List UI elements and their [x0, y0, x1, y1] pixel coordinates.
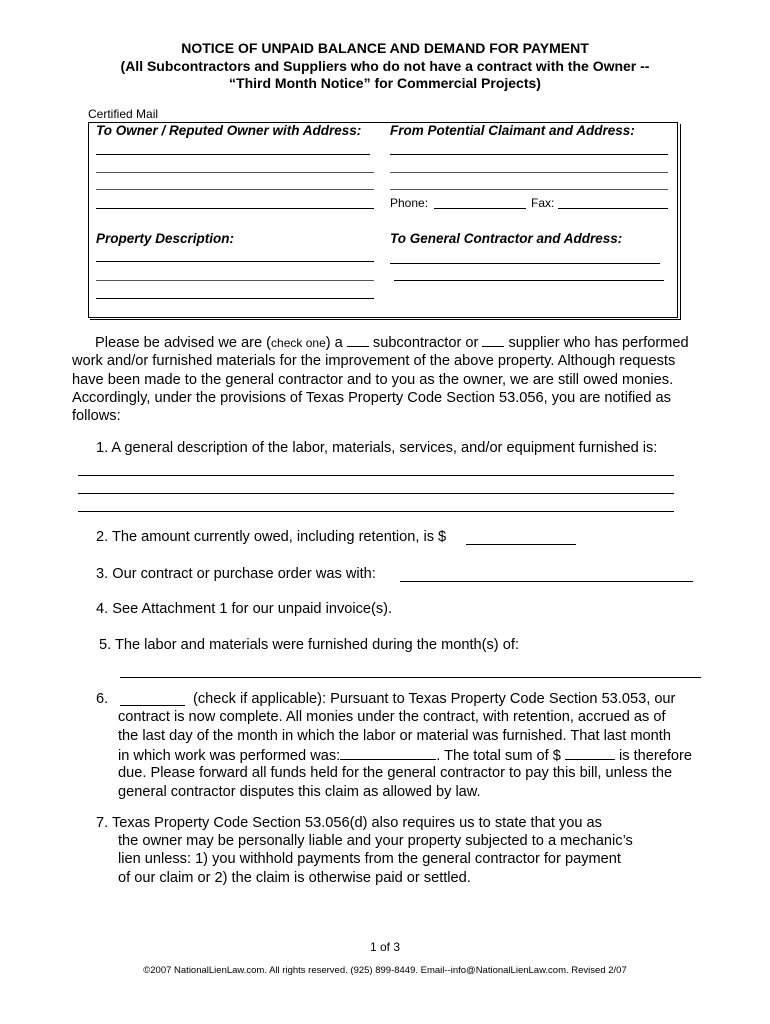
subtitle-line-1: (All Subcontractors and Suppliers who do not have a contract with the Owner --	[120, 58, 650, 74]
owner-address-line-3[interactable]	[96, 189, 374, 190]
intro-line-1	[95, 334, 689, 353]
item-1-text: 1. A general description of the labor, materials, services, and/or equipment furnished is:	[96, 440, 658, 456]
owner-address-line-2[interactable]	[96, 172, 374, 173]
intro-text-3: subcontractor or	[372, 335, 479, 351]
phone-label: Phone:	[390, 196, 429, 210]
intro-text-4: supplier who has performed	[508, 335, 689, 351]
claimant-address-line-1[interactable]	[390, 154, 668, 155]
item-1-line-1[interactable]	[78, 475, 674, 476]
intro-line-3: have been made to the general contractor and to you as the owner, we are still owed monies.	[72, 372, 674, 388]
claimant-address-label: From Potential Claimant and Address:	[390, 123, 635, 138]
item-6-line-4	[118, 746, 692, 764]
subtitle-line-2: “Third Month Notice” for Commercial Projects)	[229, 75, 541, 91]
page-title: NOTICE OF UNPAID BALANCE AND DEMAND FOR PAYMENT	[181, 40, 589, 56]
address-box-shadow-right	[678, 124, 681, 320]
fax-label: Fax:	[531, 196, 555, 210]
amount-owed-field[interactable]	[466, 544, 576, 545]
total-sum-field[interactable]	[565, 746, 615, 760]
item-6-line-4-a: in which work was performed was:	[118, 748, 341, 764]
item-5-text: 5. The labor and materials were furnished during the month(s) of:	[99, 637, 519, 653]
last-month-field[interactable]	[340, 746, 436, 760]
intro-line-5: follows:	[72, 408, 121, 424]
owner-address-line-1[interactable]	[96, 154, 370, 155]
copyright-footer: ©2007 NationalLienLaw.com. All rights reserved. (925) 899-8449. Email--info@NationalLienLaw.com. Revised 2/07	[143, 965, 627, 976]
months-furnished-field[interactable]	[120, 677, 701, 678]
check-one-text: check one	[271, 336, 326, 350]
intro-text-1: Please be advised we are (	[95, 335, 272, 351]
item-1-line-3[interactable]	[78, 511, 674, 512]
intro-text-2: ) a	[325, 335, 343, 351]
intro-line-2: work and/or furnished materials for the improvement of the above property. Although requests	[72, 353, 676, 369]
item-6-line-1: (check if applicable): Pursuant to Texas Property Code Section 53.053, our	[193, 691, 676, 707]
fax-field[interactable]	[558, 208, 668, 209]
property-description-line-3[interactable]	[96, 298, 374, 299]
item-6-line-6: general contractor disputes this claim as allowed by law.	[118, 784, 481, 800]
item-6-line-2: contract is now complete. All monies under the contract, with retention, accrued as of	[118, 709, 666, 725]
certified-mail-label: Certified Mail	[88, 107, 159, 121]
address-box-shadow-bottom	[90, 318, 681, 320]
item-3-text: 3. Our contract or purchase order was with:	[96, 566, 376, 582]
page-number: 1 of 3	[369, 940, 401, 954]
general-contractor-line-1[interactable]	[390, 263, 660, 264]
property-description-label: Property Description:	[96, 231, 235, 246]
subcontractor-check-field[interactable]	[347, 334, 369, 347]
item-6-line-3: the last day of the month in which the labor or material was furnished. That last month	[118, 728, 671, 744]
general-contractor-label: To General Contractor and Address:	[390, 231, 623, 246]
item-6-check-field[interactable]	[120, 705, 185, 706]
phone-field[interactable]	[434, 208, 526, 209]
property-description-line-2[interactable]	[96, 280, 374, 281]
owner-address-line-4[interactable]	[96, 208, 374, 209]
item-7-line-4: of our claim or 2) the claim is otherwise paid or settled.	[118, 870, 471, 886]
item-6-line-4-b: . The total sum of $	[436, 748, 561, 764]
item-2-text: 2. The amount currently owed, including retention, is $	[96, 529, 447, 545]
item-7-line-1: 7. Texas Property Code Section 53.056(d) also requires us to state that you as	[96, 815, 602, 831]
item-7-line-3: lien unless: 1) you withhold payments from the general contractor for payment	[118, 851, 621, 867]
item-1-line-2[interactable]	[78, 493, 674, 494]
item-6-line-5: due. Please forward all funds held for the general contractor to pay this bill, unless the	[118, 765, 673, 781]
owner-address-label: To Owner / Reputed Owner with Address:	[96, 123, 362, 138]
intro-line-4: Accordingly, under the provisions of Texas Property Code Section 53.056, you are notified as	[72, 390, 671, 406]
claimant-address-line-3[interactable]	[390, 189, 668, 190]
item-4-text: 4. See Attachment 1 for our unpaid invoice(s).	[96, 601, 393, 617]
claimant-address-line-2[interactable]	[390, 172, 668, 173]
item-6-number: 6.	[96, 691, 109, 707]
general-contractor-line-2[interactable]	[394, 280, 664, 281]
item-7-line-2: the owner may be personally liable and your property subjected to a mechanic’s	[118, 833, 633, 849]
contract-with-field[interactable]	[400, 581, 693, 582]
address-box	[88, 122, 678, 318]
property-description-line-1[interactable]	[96, 261, 374, 262]
item-6-line-4-c: is therefore	[619, 748, 693, 764]
supplier-check-field[interactable]	[482, 334, 504, 347]
